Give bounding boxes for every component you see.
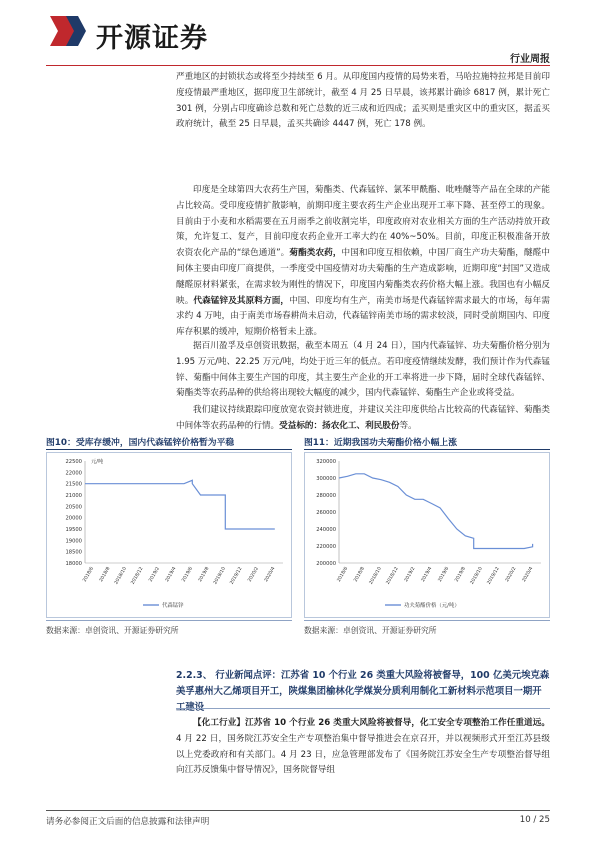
paragraph-text: 等。 (399, 420, 417, 431)
y-tick-label: 18500 (65, 549, 82, 556)
y-tick-label: 21000 (65, 493, 82, 499)
x-tick-label: 2020/2 (247, 566, 260, 584)
x-tick-label: 2018/10 (368, 566, 383, 586)
x-tick-label: 2019/12 (486, 566, 501, 586)
x-tick-label: 2019/4 (165, 566, 178, 584)
figure-10-source: 数据来源：卓创资讯、开源证券研究所 (46, 626, 179, 635)
paragraph-price-data (176, 339, 550, 402)
x-tick-label: 2019/10 (469, 566, 484, 586)
x-tick-label: 2018/10 (114, 566, 128, 586)
y-tick-label: 20500 (65, 504, 82, 511)
brand-name: 开源证券 (96, 23, 208, 54)
x-tick-label: 2019/10 (213, 566, 227, 586)
section-heading: 2.2.3、 行业新闻点评：江苏省 10 个行业 26 类重大风险将被督导，100 亿美元埃克森美孚惠州大乙烯项目开工，陕煤集团榆林化学煤炭分质利用制化工新材料示范项目一期开工建设 (176, 670, 550, 713)
paragraph-text: 4 月 22 日，国务院江苏安全生产专项整治集中督导推进会在京召开，并以视频形式开至江苏县级以上党委政府和有关部门。4 月 23 日，应急管理部发布了《国务院江苏安全生产专项整治督导组向江苏反馈集中督导情况》，国务院督导组 (176, 733, 550, 776)
x-tick-label: 2019/2 (148, 566, 161, 584)
figure-11-box (304, 452, 550, 618)
x-tick-label: 2018/6 (82, 566, 95, 584)
x-tick-label: 2020/4 (521, 566, 535, 584)
y-tick-label: 260000 (316, 510, 336, 516)
figure-10-bottom-rule (46, 620, 292, 621)
y-tick-label: 19000 (65, 538, 82, 545)
y-tick-label: 220000 (316, 544, 336, 550)
y-tick-label: 280000 (316, 493, 336, 499)
paragraph-india-lockdown (176, 70, 550, 133)
header-divider (46, 65, 550, 66)
x-tick-label: 2018/12 (130, 566, 145, 586)
figure-10-top-rule (46, 449, 292, 450)
footer-disclaimer: 请务必参阅正文后面的信息披露和法律声明 (46, 817, 210, 827)
paragraph-text: 中国和印度互相依赖，中国厂商生产功夫菊酯，醚醛中间体主要由印度厂商提供，一季度受中国疫情对功夫菊酯的生产造成影响，近期印度“封国”又造成醚醛原材料紧张，在需求较为刚性的情况下，印度国内菊酯类农药价格大幅上涨。我国也有小幅反映。 (176, 248, 550, 306)
beneficiary-stocks: 受益标的：扬农化工、利民股份 (279, 420, 400, 431)
figure-11-top-rule (304, 449, 550, 450)
bold-lead-mancozeb: 代森锰锌及其原料方面， (193, 295, 290, 306)
y-tick-label: 21500 (65, 481, 82, 488)
paragraph-text: 中国、印度均有生产，南美市场是代森锰锌需求最大的市场，每年需求约 4 万吨，由于南美市场春耕尚未启动，代森锰锌南美市场的需求较淡，同时受前期国内、印度库存积累的缓冲，短期价格暂未上涨。 (176, 295, 550, 338)
x-tick-label: 2019/8 (198, 566, 211, 584)
series-line (85, 480, 275, 529)
x-tick-label: 2018/6 (336, 566, 350, 584)
paragraph-recommendation (176, 403, 550, 435)
y-tick-label: 22500 (65, 459, 82, 465)
y-tick-label: 18000 (65, 561, 82, 567)
logo-mark-icon (46, 12, 92, 50)
y-tick-label: 19500 (65, 527, 82, 533)
section-divider (176, 708, 550, 709)
figure-11-title: 图11：近期我国功夫菊酯价格小幅上涨 (304, 438, 457, 448)
y-tick-label: 240000 (316, 527, 336, 533)
y-tick-label: 200000 (316, 561, 336, 567)
chart-mancozeb-price (47, 453, 291, 617)
x-tick-label: 2018/12 (385, 566, 400, 586)
x-tick-label: 2019/4 (420, 566, 434, 584)
paragraph-text: 印度是全球第四大农药生产国，菊酯类、代森锰锌、氯苯甲酰酯、吡唑醚等产品在全球的产能占比较高。受印度疫情扩散影响，前期印度主要农药生产企业出现开工率下降、甚至停工的现象。目前由于小麦和水稻需要在五月雨季之前收割完毕，印度政府对农业相关方面的生产活动持放开政策，允许复工、复产，目前印度农药企业开工率大约在 40%~50%。目前，印度正积极准备开放农资农化产品的“绿色通道”。 (176, 185, 550, 259)
x-tick-label: 2019/8 (454, 566, 467, 584)
legend-label: 功夫菊酯价格（元/吨） (404, 603, 460, 609)
x-tick-label: 2018/8 (353, 566, 366, 584)
footer-divider (46, 810, 550, 811)
figure-11-source: 数据来源：卓创资讯、开源证券研究所 (304, 626, 437, 635)
paragraph-text: 据百川盈孚及卓创资讯数据，截至本周五（4 月 24 日），国内代森锰锌、功夫菊酯价格分别为 1.95 万元/吨、22.25 万元/吨，均处于近三年的低点。若印度疫情继续发酵，我们预计作为代森锰锌、菊酯中间体主要生产国的印度，其主要生产企业的开工率将进一步下降，届时全球代森锰锌、菊酯类等农药品种的供给将出现较大幅度的减少，国内代森锰锌、菊酯生产企业或将受益。 (176, 341, 550, 399)
x-tick-label: 2019/6 (437, 566, 451, 584)
x-tick-label: 2019/2 (404, 566, 417, 584)
x-tick-label: 2019/6 (181, 566, 194, 584)
paragraph-text: 我们建议持续跟踪印度放宽农资封锁进度，并建议关注印度供给占比较高的代森锰锌、菊酯类中间体等农药品种的行情。 (176, 405, 550, 431)
x-tick-label: 2020/4 (264, 566, 277, 584)
paragraph-news-chemical (176, 716, 550, 779)
series-line (339, 474, 533, 549)
x-tick-label: 2019/12 (229, 566, 244, 586)
report-type: 行业周报 (510, 54, 550, 65)
paragraph-text: 严重地区的封锁状态或将至少持续至 6 月。从印度国内疫情的局势来看，马哈拉施特拉邦是目前印度疫情最严重地区，据印度卫生部统计，截至 4 月 25 日早晨，该邦累计确诊 6817 例，累计死亡 301 例，分别占印度确诊总数和死亡总数的近三成和近四成；孟买则是重灾区中的重灾区，据孟买政府统计，截至 25 日早晨，孟买共确诊 4447 例，死亡 178 例。 (176, 72, 550, 130)
legend-label: 代森锰锌 (162, 603, 184, 609)
y-tick-label: 320000 (316, 459, 336, 465)
news-lead: 【化工行业】江苏省 10 个行业 26 类重大风险将被督导，化工安全专项整治工作任重道远。 (193, 718, 550, 728)
figure-11-bottom-rule (304, 620, 550, 621)
figure-10-box (46, 452, 292, 618)
figure-10-title: 图10：受库存缓冲，国内代森锰锌价格暂为平稳 (46, 438, 235, 448)
bold-lead-pyrethroid: 菊酯类农药， (289, 248, 342, 259)
y-tick-label: 300000 (316, 476, 336, 482)
y-tick-label: 20000 (65, 515, 82, 522)
page-number: 10 / 25 (519, 815, 550, 825)
x-tick-label: 2020/2 (505, 566, 518, 584)
x-tick-label: 2018/8 (99, 566, 112, 584)
chart-lambda-cyhalothrin-price (305, 453, 549, 617)
y-unit-label: 元/吨 (91, 459, 104, 465)
paragraph-india-pesticide (176, 183, 550, 341)
y-tick-label: 22000 (65, 470, 82, 477)
